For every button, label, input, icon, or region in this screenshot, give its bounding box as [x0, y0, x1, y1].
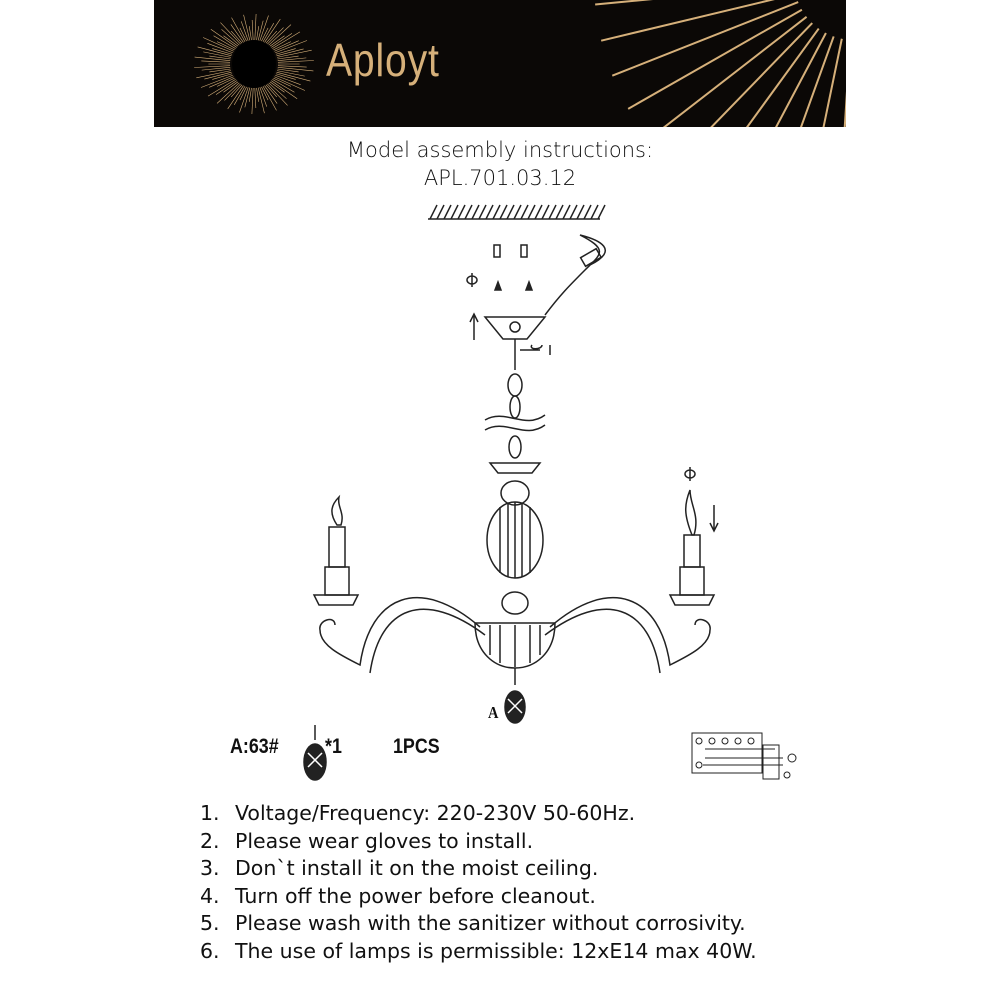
- model-number: APL.701.03.12: [423, 166, 577, 190]
- hatch-stroke: [549, 205, 556, 219]
- note-number: 5.: [200, 911, 220, 936]
- note-number: 3.: [200, 856, 220, 881]
- chain: [485, 374, 545, 458]
- chandelier-diagram: [0, 195, 1000, 795]
- sunburst-ray: [209, 77, 233, 88]
- hatch-stroke: [444, 205, 451, 219]
- note-number: 1.: [200, 801, 220, 825]
- rotate-icon: [685, 467, 695, 481]
- pendant-a: [505, 668, 525, 723]
- pieces-count: 1PCS: [393, 735, 440, 758]
- part-quantity: *1: [325, 735, 342, 758]
- note-item: [200, 910, 757, 938]
- sunburst-ray: [257, 26, 259, 40]
- hatch-stroke: [528, 205, 535, 219]
- note-text: Please wear gloves to install.: [235, 828, 534, 853]
- note-text: The use of lamps is permissible: 12xE14 max 40W.: [235, 938, 757, 963]
- up-arrow-icon: [470, 314, 478, 340]
- hatch-stroke: [430, 205, 437, 219]
- sunburst-ray: [278, 61, 314, 63]
- wiring-diagram: [692, 733, 796, 779]
- sunburst-ray: [266, 31, 277, 43]
- hatch-stroke: [500, 205, 507, 219]
- sunburst-ray: [231, 85, 242, 97]
- hatch-stroke: [535, 205, 542, 219]
- sunburst-ray: [278, 66, 307, 67]
- note-text: Don`t install it on the moist ceiling.: [235, 856, 599, 881]
- note-item: [200, 938, 757, 966]
- right-arm: [545, 467, 718, 673]
- sunburst-ray: [232, 18, 245, 42]
- hatch-stroke: [542, 205, 549, 219]
- sunburst-ray: [801, 39, 842, 127]
- notes-list: [200, 800, 757, 966]
- note-number: 6.: [200, 938, 220, 963]
- sunburst-ray: [201, 61, 230, 62]
- sunburst-ray: [263, 86, 276, 110]
- sunburst-ray: [274, 41, 298, 52]
- sunburst-ray: [255, 14, 256, 40]
- hatch-stroke: [465, 205, 472, 219]
- hatch-stroke: [507, 205, 514, 219]
- left-arm: [314, 497, 485, 673]
- hatch-stroke: [598, 205, 605, 219]
- hatch-stroke: [472, 205, 479, 219]
- sunburst-ray: [255, 88, 256, 108]
- down-arrow-icon: [710, 505, 718, 531]
- doc-title: Model assembly instructions:: [346, 138, 654, 162]
- note-item: [200, 883, 757, 911]
- wire-connector: [545, 235, 605, 315]
- canopy: [485, 317, 550, 370]
- sunburst-ray: [278, 67, 314, 71]
- note-item: [200, 828, 757, 856]
- note-number: 2.: [200, 828, 220, 853]
- part-pendant-icon: [304, 725, 326, 780]
- hatch-stroke: [563, 205, 570, 219]
- hatch-stroke: [486, 205, 493, 219]
- note-text: Please wash with the sanitizer without corrosivity.: [235, 911, 746, 936]
- hatch-stroke: [570, 205, 577, 219]
- hatch-stroke: [458, 205, 465, 219]
- hatch-stroke: [584, 205, 591, 219]
- central-column: [475, 463, 555, 668]
- screws-icon: [467, 245, 532, 290]
- ceiling-hatch: [428, 205, 605, 219]
- hatch-stroke: [514, 205, 521, 219]
- sunburst-ray: [732, 33, 826, 127]
- hatch-stroke: [451, 205, 458, 219]
- sun-center: [232, 40, 276, 88]
- sunburst-ray: [252, 88, 253, 114]
- sunburst-ray: [194, 66, 230, 68]
- hatch-stroke: [493, 205, 500, 219]
- pendant-label: A: [488, 703, 499, 722]
- sunburst-ray: [269, 25, 291, 45]
- brand-logo: Aployt: [326, 34, 440, 86]
- sunburst-ray: [249, 88, 251, 102]
- hatch-stroke: [479, 205, 486, 219]
- sunburst-ray: [217, 83, 239, 103]
- hatch-stroke: [577, 205, 584, 219]
- sunburst-ray: [252, 20, 253, 40]
- hatch-stroke: [591, 205, 598, 219]
- part-code: A:63#: [230, 735, 279, 758]
- hatch-stroke: [437, 205, 444, 219]
- note-text: Voltage/Frequency: 220-230V 50-60Hz.: [235, 801, 636, 825]
- sunburst-decoration: [154, 0, 846, 127]
- sunburst-ray: [195, 57, 231, 61]
- hatch-stroke: [521, 205, 528, 219]
- rotate-icon: [467, 273, 477, 287]
- brand-banner: [154, 0, 846, 127]
- sunburst-ray: [673, 23, 812, 127]
- note-number: 4.: [200, 883, 220, 908]
- note-item: [200, 800, 757, 828]
- hatch-stroke: [556, 205, 563, 219]
- note-text: Turn off the power before cleanout.: [235, 883, 596, 908]
- note-item: [200, 855, 757, 883]
- sunburst-ray: [601, 0, 795, 41]
